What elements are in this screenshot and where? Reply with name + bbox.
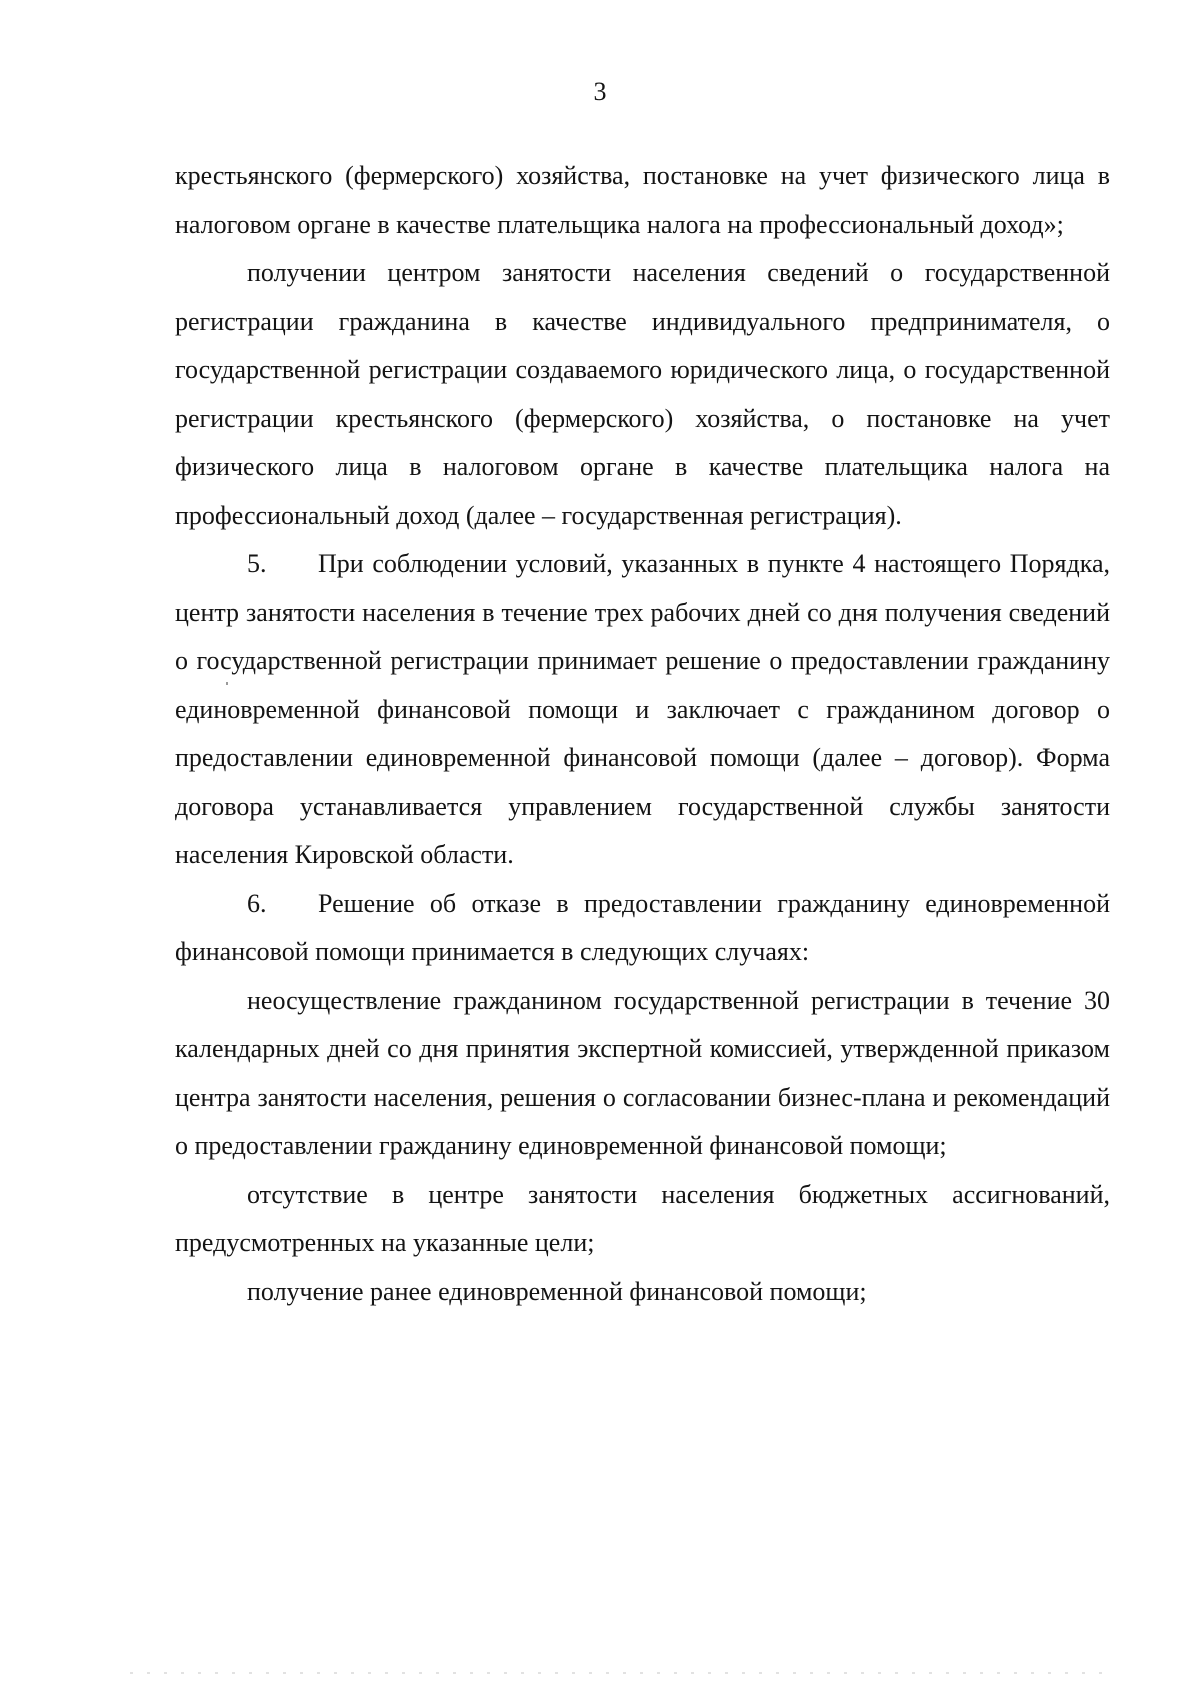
paragraph-item-5 — [175, 540, 1110, 880]
paragraph-case-previous-aid: получение ранее единовременной финансовой помощи; — [247, 1276, 867, 1306]
page-number: 3 — [593, 77, 607, 106]
scan-speck — [226, 682, 228, 685]
item-text: Решение об отказе в предоставлении гражданину единовременной финансовой помощи принимается в следующих случаях: — [175, 888, 1110, 966]
item-text: При соблюдении условий, указанных в пункте 4 настоящего Порядка, центр занятости населения в течение трех рабочих дней со дня получения сведений о государственной регистрации принимает решение о предоставлении гражданину единовременной финансовой помощи и заключает с гражданином договор о предоставлении единовременной финансовой помощи (далее – договор). Форма договора устанавливается управлением государственной службы занятости населения Кировской области. — [175, 549, 1110, 869]
document-body — [175, 152, 1110, 1316]
scan-edge-noise — [130, 1672, 1110, 1674]
item-number: 5. — [247, 549, 267, 578]
paragraph-item-6 — [175, 880, 1110, 977]
paragraph-case-no-budget: отсутствие в центре занятости населения бюджетных ассигнований, предусмотренных на указанные цели; — [175, 1179, 1110, 1257]
paragraph-case-no-registration: неосуществление гражданином государственной регистрации в течение 30 календарных дней со дня принятия экспертной комиссией, утвержденной приказом центра занятости населения, решения о согласовании бизнес-плана и рекомендаций о предоставлении гражданину единовременной финансовой помощи; — [175, 985, 1110, 1160]
paragraph-continuation: крестьянского (фермерского) хозяйства, постановке на учет физического лица в налоговом органе в качестве плательщика налога на профессиональный доход»; — [175, 161, 1110, 239]
paragraph-registration-info: получении центром занятости населения сведений о государственной регистрации гражданина в качестве индивидуального предпринимателя, о государственной регистрации создаваемого юридического лица, о государственной регистрации крестьянского (фермерского) хозяйства, о постановке на учет физического лица в налоговом органе в качестве плательщика налога на профессиональный доход (далее – государственная регистрация). — [175, 258, 1110, 530]
item-number: 6. — [247, 888, 267, 918]
